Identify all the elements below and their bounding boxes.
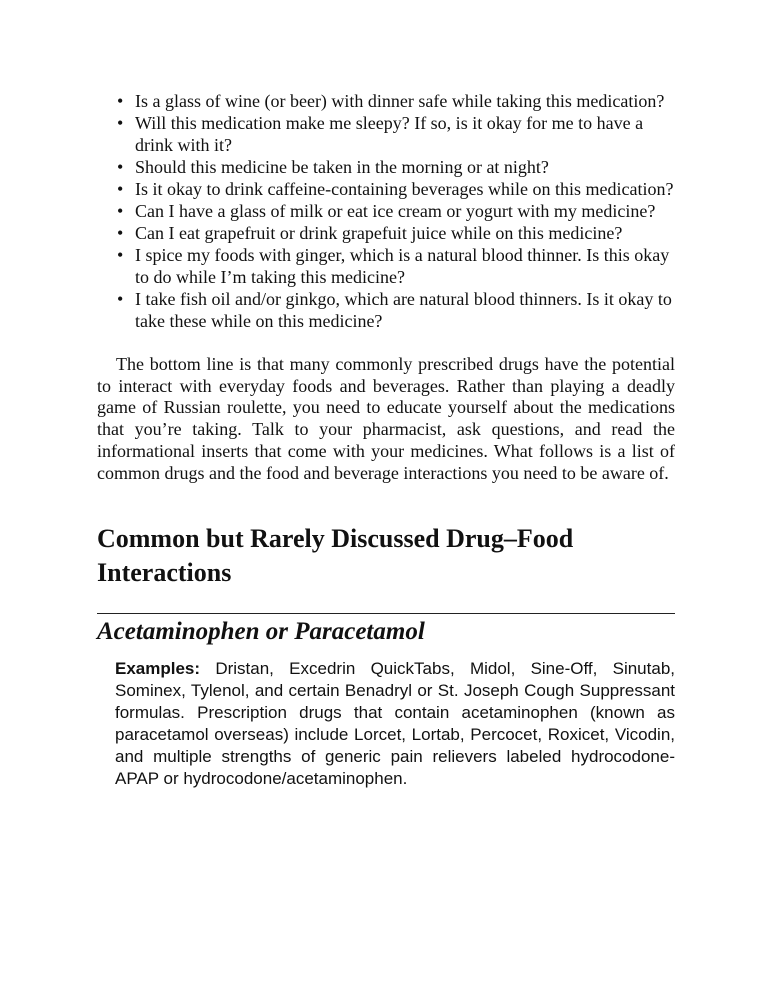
question-text: I spice my foods with ginger, which is a natural blood thinner. Is this okay to do while I’m taking this medicine? bbox=[135, 245, 670, 287]
question-text: Is it okay to drink caffeine-containing beverages while on this medication? bbox=[135, 179, 674, 199]
examples-paragraph bbox=[115, 658, 675, 790]
question-list bbox=[97, 90, 675, 332]
list-item bbox=[117, 200, 675, 222]
list-item bbox=[117, 178, 675, 200]
bullet-icon: • bbox=[117, 157, 124, 177]
question-text: Should this medicine be taken in the morning or at night? bbox=[135, 157, 549, 177]
list-item bbox=[117, 288, 675, 332]
bottom-line-paragraph: The bottom line is that many commonly prescribed drugs have the potential to interact with everyday foods and beverages. Rather than playing a deadly game of Russian roulette, you need to educate yourself about the medications that you’re taking. Talk to your pharmacist, ask questions, and read the informational inserts that come with your medicines. What follows is a list of common drugs and the food and beverage interactions you need to be aware of. bbox=[97, 354, 675, 483]
question-text: I take fish oil and/or ginkgo, which are natural blood thinners. Is it okay to take these while on this medicine? bbox=[135, 289, 672, 331]
bullet-icon: • bbox=[117, 179, 124, 199]
list-item bbox=[117, 156, 675, 178]
question-text: Is a glass of wine (or beer) with dinner safe while taking this medication? bbox=[135, 91, 665, 111]
bullet-icon: • bbox=[117, 245, 124, 265]
list-item bbox=[117, 112, 675, 156]
list-item bbox=[117, 244, 675, 288]
section-heading: Common but Rarely Discussed Drug–Food Interactions bbox=[97, 524, 574, 588]
list-item bbox=[117, 90, 675, 112]
bullet-icon: • bbox=[117, 201, 124, 221]
heading-divider bbox=[97, 613, 675, 614]
page-content bbox=[97, 90, 675, 790]
question-text: Can I eat grapefruit or drink grapefuit juice while on this medicine? bbox=[135, 223, 623, 243]
bullet-icon: • bbox=[117, 223, 124, 243]
bullet-icon: • bbox=[117, 91, 124, 111]
bullet-icon: • bbox=[117, 113, 124, 133]
drug-heading: Acetaminophen or Paracetamol bbox=[97, 618, 425, 646]
examples-text: Dristan, Excedrin QuickTabs, Midol, Sine-Off, Sinutab, Sominex, Tylenol, and certain Benadryl or St. Joseph Cough Suppressant formulas. Prescription drugs that contain acetaminophen (known as paracetamol overseas) include Lorcet, Lortab, Percocet, Roxicet, Vicodin, and multiple strengths of generic pain relievers labeled hydrocodone-APAP or hydrocodone/acetaminophen. bbox=[115, 659, 675, 789]
examples-label: Examples: bbox=[115, 659, 201, 679]
list-item bbox=[117, 222, 675, 244]
question-text: Will this medication make me sleepy? If so, is it okay for me to have a drink with it? bbox=[135, 113, 644, 155]
bullet-icon: • bbox=[117, 289, 124, 309]
question-text: Can I have a glass of milk or eat ice cream or yogurt with my medicine? bbox=[135, 201, 656, 221]
